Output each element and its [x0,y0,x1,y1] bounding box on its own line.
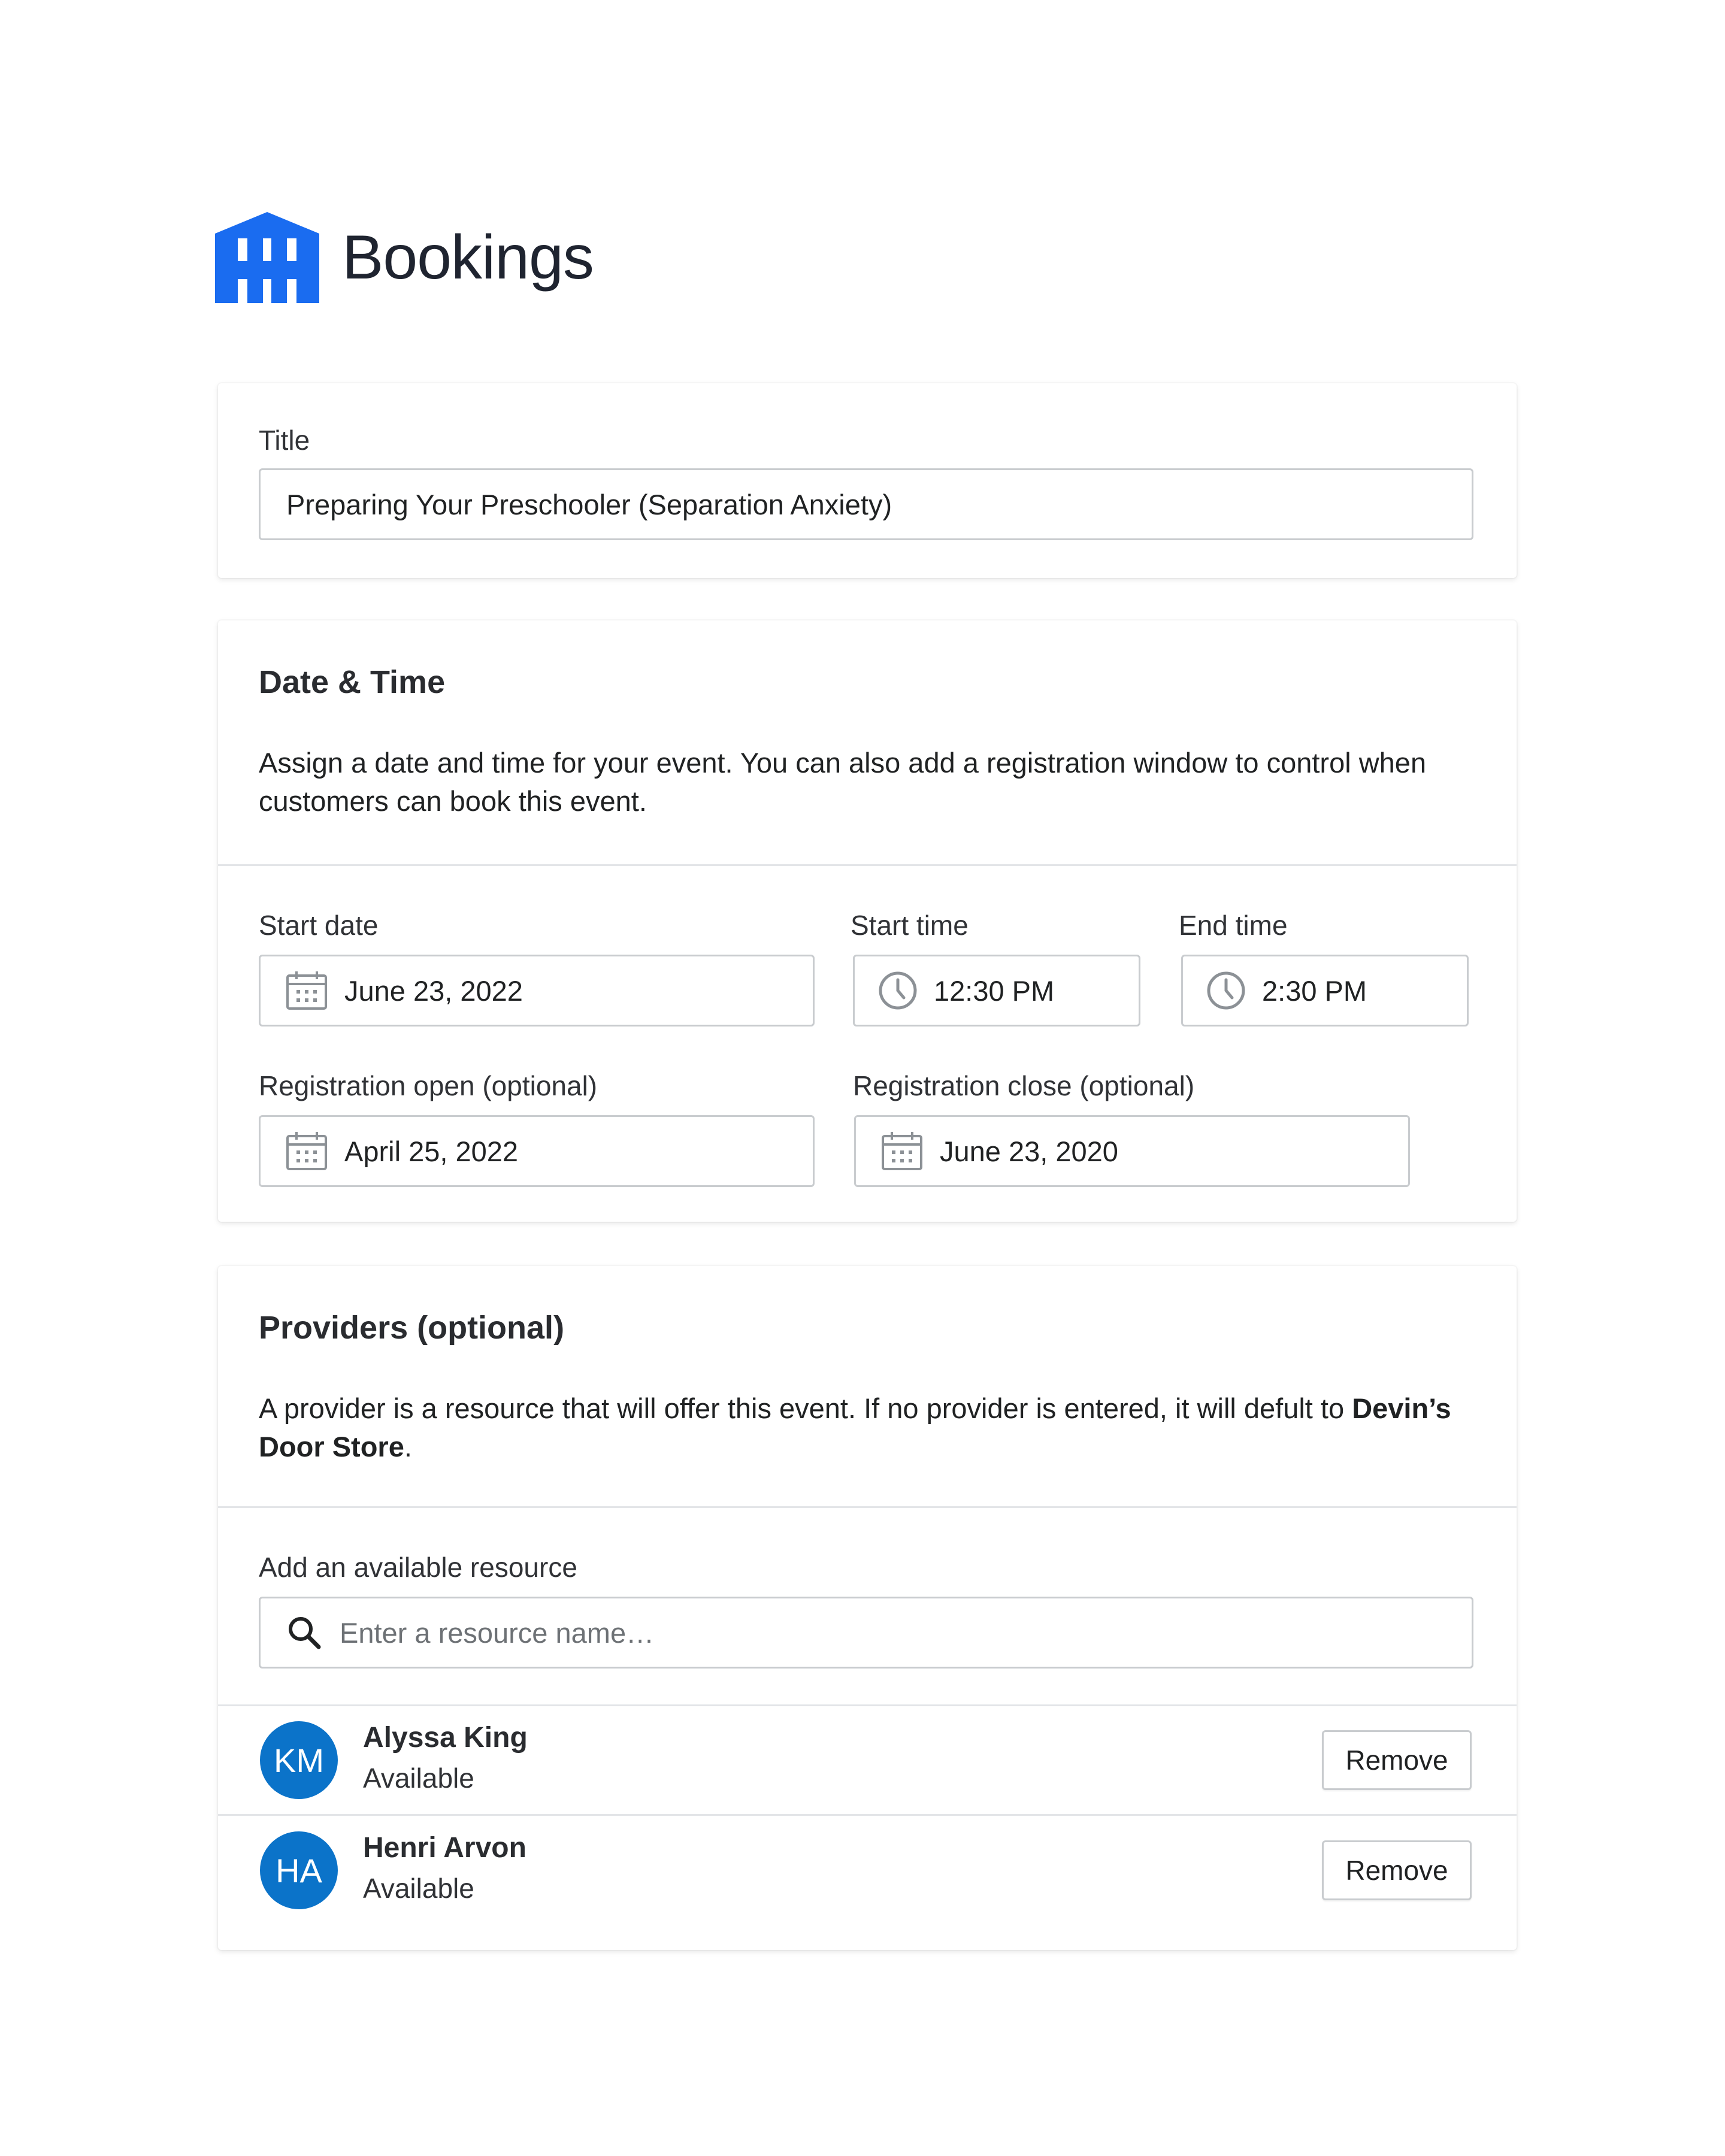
title-input[interactable] [286,488,1472,521]
providers-description [259,1389,1493,1466]
calendar-icon [286,1131,328,1171]
avatar: HA [260,1831,338,1909]
clock-icon [1206,970,1246,1011]
start-date-label: Start date [259,910,379,941]
date-time-heading: Date & Time [259,664,446,700]
section-divider [218,1506,1517,1508]
resource-search-label: Add an available resource [259,1552,577,1583]
list-divider [218,1814,1517,1816]
providers-description-text: A provider is a resource that will offer this event. If no provider is entered, it will defult to [259,1392,1352,1424]
registration-open-field[interactable] [259,1115,815,1187]
app-logo [215,212,594,303]
end-time-label: End time [1179,910,1288,941]
providers-heading: Providers (optional) [259,1310,565,1346]
title-field[interactable] [259,468,1473,540]
registration-open-value: April 25, 2022 [344,1135,519,1167]
start-time-label: Start time [851,910,969,941]
start-date-value: June 23, 2022 [344,974,523,1007]
end-time-field[interactable] [1181,955,1469,1026]
providers-description-end: . [404,1431,412,1462]
calendar-icon [286,971,328,1010]
registration-close-field[interactable] [854,1115,1410,1187]
avatar: KM [260,1721,338,1799]
default-store-name: Devin’s Door Store [259,1392,1451,1462]
calendar-icon [881,1131,923,1171]
title-label: Title [259,425,310,456]
search-icon [287,1615,322,1650]
registration-open-label: Registration open (optional) [259,1070,598,1101]
provider-name: Henri Arvon [363,1832,526,1864]
start-date-field[interactable] [259,955,815,1026]
provider-status: Available [363,1763,474,1794]
providers-card [218,1266,1517,1950]
list-divider [218,1704,1517,1706]
resource-search-field[interactable] [259,1597,1473,1669]
section-divider [218,864,1517,866]
date-time-card [218,620,1517,1222]
resource-search-input[interactable] [340,1616,1472,1649]
provider-name: Alyssa King [363,1722,528,1754]
end-time-value: 2:30 PM [1262,974,1367,1007]
remove-provider-button[interactable]: Remove [1322,1840,1472,1900]
remove-provider-button[interactable]: Remove [1322,1730,1472,1790]
registration-close-label: Registration close (optional) [853,1070,1195,1101]
clock-icon [877,970,918,1011]
start-time-field[interactable] [853,955,1140,1026]
start-time-value: 12:30 PM [934,974,1055,1007]
date-time-description: Assign a date and time for your event. You can also add a registration window to control when customers can book this event. [259,747,1427,817]
provider-status: Available [363,1873,474,1904]
app-name: Bookings [342,222,594,292]
registration-close-value: June 23, 2020 [940,1135,1118,1167]
title-card [218,383,1517,578]
bookings-logo-icon [215,212,319,303]
